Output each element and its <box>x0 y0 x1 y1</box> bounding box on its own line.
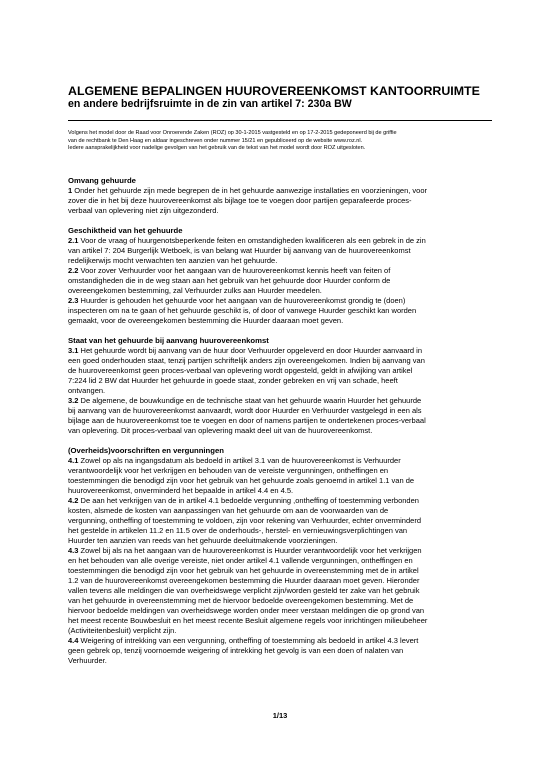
article-section <box>68 446 492 666</box>
paragraph-line <box>68 206 492 216</box>
section-heading: Omvang gehuurde <box>68 176 136 185</box>
paragraph-line <box>68 506 492 516</box>
paragraph-text: van oplevering. Dit proces-verbaal van oplevering maakt deel uit van de huurovereenkomst. <box>68 426 373 435</box>
paragraph-text: een goed onderhouden staat, tenzij partijen schriftelijk anders zijn overeengekomen. Indien bij aanvang van <box>68 356 425 365</box>
paragraph-text: huurovereenkomst, onverminderd het bepaalde in artikel 4.4 en 4.5. <box>68 486 294 495</box>
paragraph-text: inspecteren om na te gaan of het gehuurde geschikt is, of door of vanwege Huurder geschikt kan worden <box>68 306 417 315</box>
paragraph-line <box>68 626 492 636</box>
paragraph-line <box>68 646 492 656</box>
paragraph-number: 3.2 <box>68 396 79 405</box>
paragraph-line <box>68 496 492 506</box>
paragraph-line <box>68 466 492 476</box>
article-section <box>68 336 492 436</box>
article-section <box>68 226 492 326</box>
paragraph-text: Zowel op als na ingangsdatum als bedoeld in artikel 3.1 van de huurovereenkomst is Verhuurder <box>80 456 401 465</box>
paragraph-text: en het behouden van alle overige vereiste, niet onder artikel 4.1 vallende vergunningen, ontheffingen en <box>68 556 413 565</box>
paragraph-line <box>68 316 492 326</box>
paragraph-number: 4.1 <box>68 456 79 465</box>
paragraph-text: geen gebrek op, tenzij voornoemde weigering of intrekking het gevolg is van een doen of nalaten van <box>68 646 404 655</box>
paragraph-text: toestemmingen die benodigd zijn voor het gebruik van het gehuurde zoals genoemd in artikel 1.1 van de <box>68 476 415 485</box>
paragraph-text: verantwoordelijk voor het verkrijgen en behouden van de vereiste vergunningen, ontheffingen en <box>68 466 389 475</box>
paragraph-line <box>68 566 492 576</box>
paragraph-line <box>68 516 492 526</box>
paragraph-text: kosten, alsmede de kosten van aanpassingen van het gehuurde om aan de voorwaarden van de <box>68 506 389 515</box>
paragraph-number: 4.2 <box>68 496 79 505</box>
paragraph-line <box>68 636 492 646</box>
paragraph-line <box>68 366 492 376</box>
section-heading: Geschiktheid van het gehuurde <box>68 226 183 235</box>
paragraph-text: De algemene, de bouwkundige en de technische staat van het gehuurde waarin Huurder het gehuurde <box>80 396 422 405</box>
paragraph-line <box>68 536 492 546</box>
paragraph-line <box>68 456 492 466</box>
paragraph-text: overeengekomen bestemming, zal Verhuurder zulks aan Huurder meedelen. <box>68 286 322 295</box>
paragraph-text: Weigering of intrekking van een vergunning, ontheffing of toestemming als bedoeld in artikel 4.3 levert <box>80 636 419 645</box>
paragraph-line <box>68 386 492 396</box>
section-heading: (Overheids)voorschriften en vergunningen <box>68 446 224 455</box>
paragraph-line <box>68 376 492 386</box>
paragraph-line <box>68 576 492 586</box>
page-number: 1/13 <box>272 711 288 720</box>
paragraph-line <box>68 476 492 486</box>
paragraph-line <box>68 426 492 436</box>
paragraph-line <box>68 596 492 606</box>
paragraph-line <box>68 256 492 266</box>
paragraph-number: 2.1 <box>68 236 79 245</box>
paragraph-text: van artikel 7: 204 Burgerlijk Wetboek, is van belang wat Huurder bij aanvang van de huurovereenkomst <box>68 246 411 255</box>
paragraph-text: hiervoor bedoelde meldingen van overheidswege worden onder meer verstaan meldingen die op grond van <box>68 606 425 615</box>
paragraph-text: Het gehuurde wordt bij aanvang van de huur door Verhuurder opgeleverd en door Huurder aanvaard in <box>80 346 423 355</box>
paragraph-text: vergunning, ontheffing of toestemming te voldoen, zijn voor rekening van Verhuurder, echter onverminderd <box>68 516 421 525</box>
paragraph-text: 1.2 van de huurovereenkomst overeengekomen bestemming die Huurder daaraan moet geven. Hieronder <box>68 576 420 585</box>
paragraph-text: ontvangen. <box>68 386 106 395</box>
paragraph-line <box>68 556 492 566</box>
paragraph-line <box>68 416 492 426</box>
paragraph-number: 2.2 <box>68 266 79 275</box>
intro-line: Iedere aansprakelijkheid voor nadelige gevolgen van het gebruik van de tekst van het model wordt door ROZ uitgesloten. <box>68 145 366 151</box>
article-section <box>68 176 492 216</box>
paragraph-line <box>68 276 492 286</box>
document-subtitle: en andere bedrijfsruimte in de zin van artikel 7: 230a BW <box>68 98 352 110</box>
paragraph-line <box>68 406 492 416</box>
intro-line: Volgens het model door de Raad voor Onroerende Zaken (ROZ) op 30-1-2015 vastgesteld en op 17-2-2015 gedeponeerd bij de griffie <box>68 130 397 136</box>
paragraph-line <box>68 196 492 206</box>
paragraph-line <box>68 286 492 296</box>
paragraph-text: van het gehuurde in overeenstemming met de hiervoor bedoelde overeengekomen bestemming. Met de <box>68 596 414 605</box>
paragraph-text: 7:224 lid 2 BW dat Huurder het gehuurde in goede staat, zonder gebreken en vrij van schade, heeft <box>68 376 398 385</box>
paragraph-line <box>68 526 492 536</box>
paragraph-number: 4.4 <box>68 636 79 645</box>
paragraph-text: bijlage aan de huurovereenkomst toe te voegen en door of namens partijen te ondertekenen proces-verbaal <box>68 416 426 425</box>
paragraph-text: vallen tevens alle meldingen die van overheidswege verplicht zijn/worden gesteld ter zake van het gebruik <box>68 586 420 595</box>
paragraph-text: gemaakt, voor de overeengekomen bestemming die Huurder daaraan moet geven. <box>68 316 344 325</box>
paragraph-line <box>68 396 492 406</box>
paragraph-line <box>68 186 492 196</box>
section-heading: Staat van het gehuurde bij aanvang huurovereenkomst <box>68 336 269 345</box>
paragraph-number: 3.1 <box>68 346 79 355</box>
paragraph-line <box>68 586 492 596</box>
paragraph-text: Huurder is gehouden het gehuurde voor het aangaan van de huurovereenkomst grondig te (doen) <box>80 296 406 305</box>
paragraph-text: redelijkerwijs mocht verwachten ten aanzien van het gehuurde. <box>68 256 278 265</box>
document-title: ALGEMENE BEPALINGEN HUUROVEREENKOMST KANTOORRUIMTE <box>68 84 480 98</box>
paragraph-text: (Activiteitenbesluit) verplicht zijn. <box>68 626 177 635</box>
paragraph-text: De aan het verkrijgen van de in artikel 4.1 bedoelde vergunning ,ontheffing of toestemming verbonden <box>80 496 419 505</box>
paragraph-text: Zowel bij als na het aangaan van de huurovereenkomst is Huurder verantwoordelijk voor het verkrijgen <box>80 546 422 555</box>
header-divider <box>68 120 492 121</box>
paragraph-line <box>68 306 492 316</box>
paragraph-text: Verhuurder. <box>68 656 107 665</box>
paragraph-line <box>68 236 492 246</box>
paragraph-number: 1 <box>68 186 73 195</box>
paragraph-text: verbaal van oplevering niet zijn uitgezonderd. <box>68 206 219 215</box>
paragraph-text: Voor de vraag of huurgenotsbeperkende feiten en omstandigheden kwalificeren als een gebrek in de zin <box>80 236 426 245</box>
paragraph-text: omstandigheden die in de weg staan aan het gebruik van het gehuurde door Huurder conform de <box>68 276 391 285</box>
paragraph-line <box>68 246 492 256</box>
paragraph-text: Voor zover Verhuurder voor het aangaan van de huurovereenkomst kennis heeft van feiten of <box>80 266 391 275</box>
paragraph-line <box>68 656 492 666</box>
paragraph-line <box>68 606 492 616</box>
intro-notice <box>68 130 492 153</box>
paragraph-line <box>68 486 492 496</box>
paragraph-line <box>68 356 492 366</box>
document-body <box>68 176 492 676</box>
paragraph-number: 4.3 <box>68 546 79 555</box>
paragraph-text: Onder het gehuurde zijn mede begrepen de in het gehuurde aanwezige installaties en voorzieningen, voor <box>74 186 428 195</box>
paragraph-text: het meest recente Bouwbesluit en het meest recente Besluit algemene regels voor inrichtingen milieubeheer <box>68 616 428 625</box>
intro-line: van de rechtbank te Den Haag en aldaar ingeschreven onder nummer 15/21 en gepubliceerd op de website www.roz.nl. <box>68 137 363 144</box>
paragraph-text: toestemmingen die benodigd zijn voor het gebruik van het gehuurde in overeenstemming met de in artikel <box>68 566 419 575</box>
paragraph-line <box>68 266 492 276</box>
paragraph-text: het gestelde in artikelen 11.2 en 11.5 over de onderhouds-, herstel- en vernieuwingsverplichtingen van <box>68 526 408 535</box>
paragraph-line <box>68 346 492 356</box>
paragraph-line <box>68 546 492 556</box>
paragraph-text: bij aanvang van de huurovereenkomst aanvaardt, wordt door Huurder en Verhuurder vastgelegd in een als <box>68 406 422 415</box>
paragraph-text: de huurovereenkomst geen proces-verbaal van oplevering wordt opgesteld, geldt in afwijking van artikel <box>68 366 413 375</box>
paragraph-number: 2.3 <box>68 296 79 305</box>
paragraph-text: Huurder ten aanzien van reeds van het gehuurde deeluitmakende voorzieningen. <box>68 536 338 545</box>
paragraph-line <box>68 616 492 626</box>
paragraph-text: zover die in het bij deze huurovereenkomst als bijlage toe te voegen door partijen geparafeerde proces- <box>68 196 412 205</box>
paragraph-line <box>68 296 492 306</box>
